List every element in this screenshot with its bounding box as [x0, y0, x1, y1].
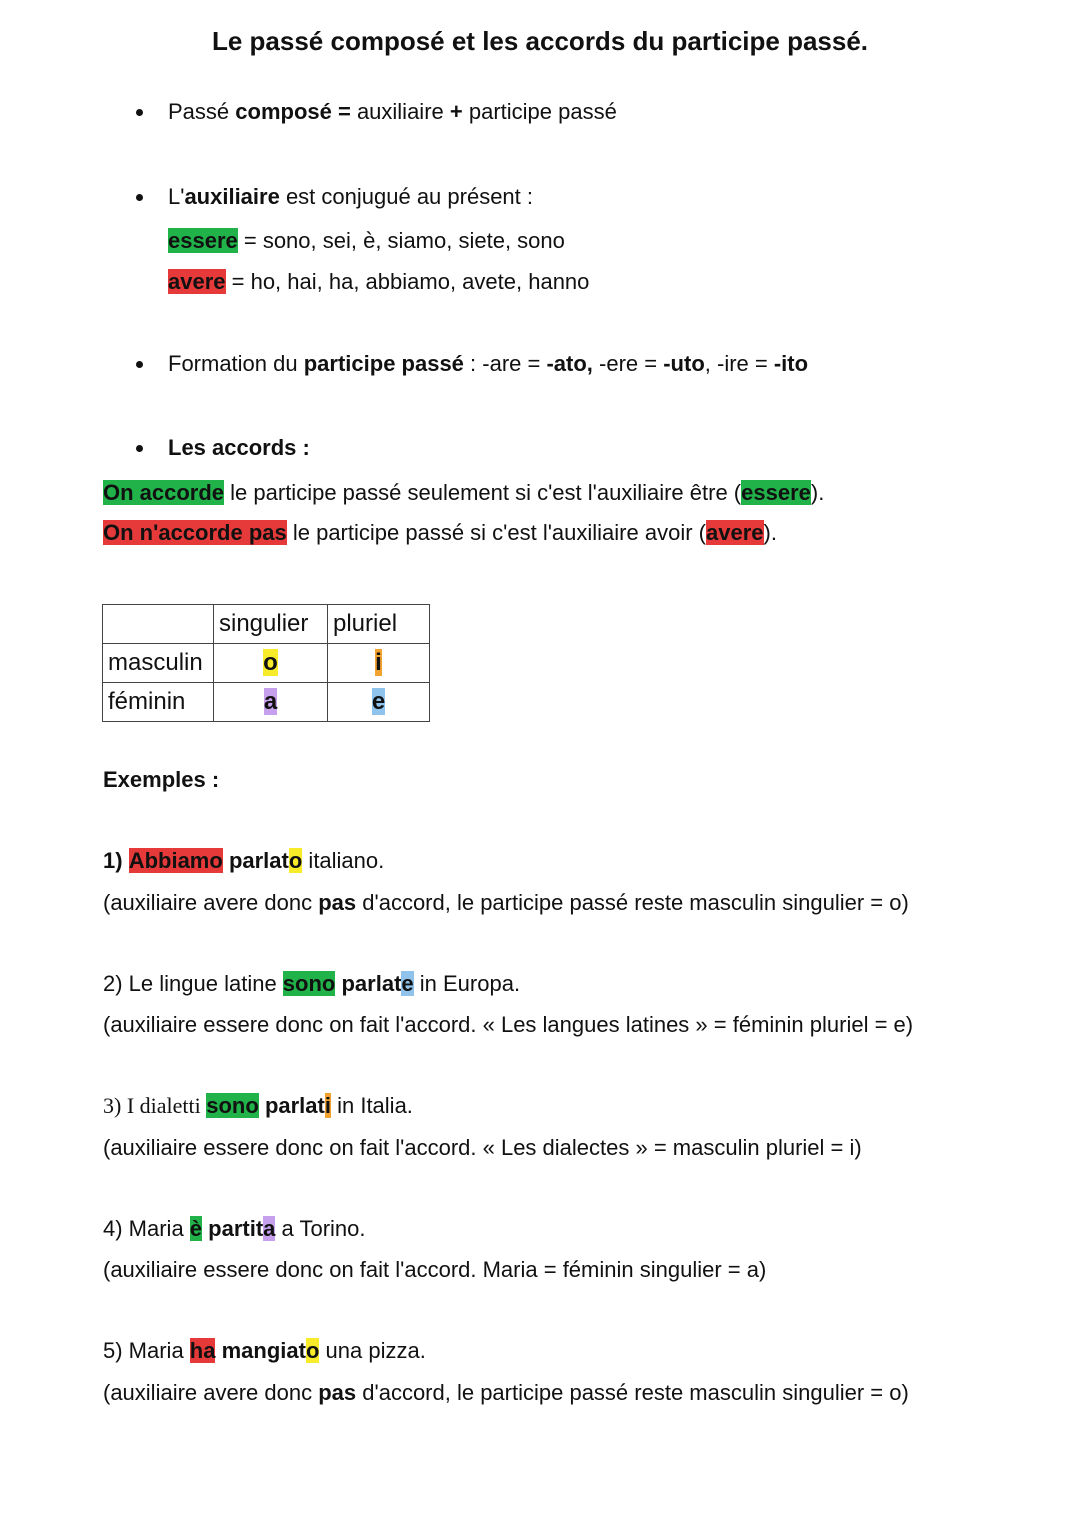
text: L' — [168, 184, 185, 209]
bullet-passe-compose — [168, 99, 617, 125]
bullet-formation — [168, 351, 808, 377]
text-bold: pas — [318, 890, 357, 915]
text: d'accord, le participe passé reste masculin singulier = o) — [356, 1380, 909, 1405]
text: Passé — [168, 99, 236, 124]
text: ). — [763, 520, 777, 545]
page-title: Le passé composé et les accords du participe passé. — [211, 26, 869, 56]
text: (auxiliaire avere donc — [103, 1380, 319, 1405]
text: una pizza. — [319, 1338, 426, 1363]
text: (auxiliaire essere donc on fait l'accord. « Les dialectes » = masculin pluriel = i) — [103, 1135, 862, 1160]
text: ). — [810, 480, 825, 505]
example-5-explanation — [103, 1380, 909, 1406]
participle-ending: o — [305, 1338, 320, 1363]
agreement-table — [102, 604, 430, 722]
examples-title — [103, 767, 219, 793]
on-naccorde-pas-highlight: On n'accorde pas — [103, 520, 287, 545]
participle-stem: parlat — [264, 1093, 325, 1118]
text-bold: + — [443, 99, 469, 124]
essere-conjugation — [168, 228, 565, 254]
bullet-accords — [168, 435, 310, 461]
table-cell — [328, 683, 430, 722]
table-row-label: masculin — [103, 644, 214, 683]
table-cell — [214, 644, 328, 683]
table-header-cell: pluriel — [328, 605, 430, 644]
text: participe passé — [468, 99, 617, 124]
text-bold: = — [331, 99, 357, 124]
text: italiano. — [302, 848, 385, 873]
table-header-row — [103, 605, 430, 644]
ending-highlight: a — [263, 688, 278, 715]
text: in Europa. — [413, 971, 521, 996]
table-header-cell: singulier — [214, 605, 328, 644]
essere-highlight: essere — [168, 228, 238, 253]
on-accorde-highlight: On accorde — [103, 480, 225, 505]
example-2-sentence — [103, 971, 520, 997]
avere-conjugation — [168, 269, 589, 295]
bullet-auxiliaire — [168, 184, 533, 210]
auxiliary-highlight: ha — [189, 1338, 216, 1363]
example-1-explanation — [103, 890, 909, 916]
example-2-explanation — [103, 1012, 913, 1038]
table-row — [103, 683, 430, 722]
text-bold: -ito — [773, 351, 809, 376]
essere-highlight: essere — [741, 480, 811, 505]
text-bold: Les accords : — [168, 435, 310, 460]
example-5-sentence — [103, 1338, 426, 1364]
text: -ere = — [592, 351, 664, 376]
text: le participe passé seulement si c'est l'auxiliaire être ( — [224, 480, 742, 505]
participle-stem: mangiat — [221, 1338, 306, 1363]
text: = ho, hai, ha, abbiamo, avete, hanno — [225, 269, 590, 294]
table-row-label: féminin — [103, 683, 214, 722]
text: Formation du — [168, 351, 304, 376]
text: d'accord, le participe passé reste masculin singulier = o) — [356, 890, 909, 915]
rule-accord — [103, 480, 824, 506]
auxiliary-highlight: Abbiamo — [128, 848, 223, 873]
text: 3) I dialetti — [103, 1093, 207, 1118]
example-4-sentence — [103, 1216, 366, 1242]
example-1-sentence — [103, 848, 384, 874]
example-3-explanation — [103, 1135, 862, 1161]
text: = sono, sei, è, siamo, siete, sono — [237, 228, 565, 253]
ending-highlight: e — [371, 688, 386, 715]
participle-ending: a — [263, 1216, 276, 1241]
text: auxiliaire — [356, 99, 444, 124]
auxiliary-highlight: sono — [206, 1093, 259, 1118]
example-3-sentence — [103, 1093, 413, 1119]
table-row — [103, 644, 430, 683]
text: 4) Maria — [103, 1216, 190, 1241]
ending-highlight: o — [263, 649, 278, 676]
bullet-dot — [136, 109, 143, 116]
text-bold: pas — [318, 1380, 357, 1405]
table-cell — [328, 644, 430, 683]
table-cell — [103, 605, 214, 644]
text: (auxiliaire essere donc on fait l'accord. Maria = féminin singulier = a) — [103, 1257, 767, 1282]
text-bold: -uto — [663, 351, 705, 376]
example-4-explanation — [103, 1257, 766, 1283]
table-cell — [214, 683, 328, 722]
example-number: 1) — [103, 848, 123, 873]
participle-stem: parlat — [228, 848, 289, 873]
bullet-dot — [136, 194, 143, 201]
participle-ending: e — [401, 971, 414, 996]
text: 5) Maria — [103, 1338, 190, 1363]
text: (auxiliaire avere donc — [103, 890, 319, 915]
bullet-dot — [136, 361, 143, 368]
avere-highlight: avere — [168, 269, 226, 294]
text: 2) Le lingue latine — [103, 971, 283, 996]
bullet-dot — [136, 445, 143, 452]
avere-highlight: avere — [705, 520, 764, 545]
text: le participe passé si c'est l'auxiliaire avoir ( — [286, 520, 706, 545]
text-bold: participe passé — [303, 351, 464, 376]
participle-stem: partit — [208, 1216, 264, 1241]
participle-stem: parlat — [341, 971, 402, 996]
text: a Torino. — [275, 1216, 366, 1241]
text-bold: Exemples : — [103, 767, 220, 792]
auxiliary-highlight: sono — [282, 971, 336, 996]
text: in Italia. — [330, 1093, 413, 1118]
text: est conjugué au présent : — [279, 184, 533, 209]
participle-ending: i — [324, 1093, 331, 1118]
text: , -ire = — [704, 351, 774, 376]
ending-highlight: i — [375, 649, 382, 676]
rule-no-accord — [103, 520, 777, 546]
text: : -are = — [463, 351, 547, 376]
text-bold: composé — [235, 99, 332, 124]
auxiliary-highlight: è — [189, 1216, 203, 1241]
text-bold: -ato, — [546, 351, 593, 376]
participle-ending: o — [288, 848, 303, 873]
text-bold: auxiliaire — [184, 184, 280, 209]
text: (auxiliaire essere donc on fait l'accord. « Les langues latines » = féminin pluriel = e) — [103, 1012, 914, 1037]
